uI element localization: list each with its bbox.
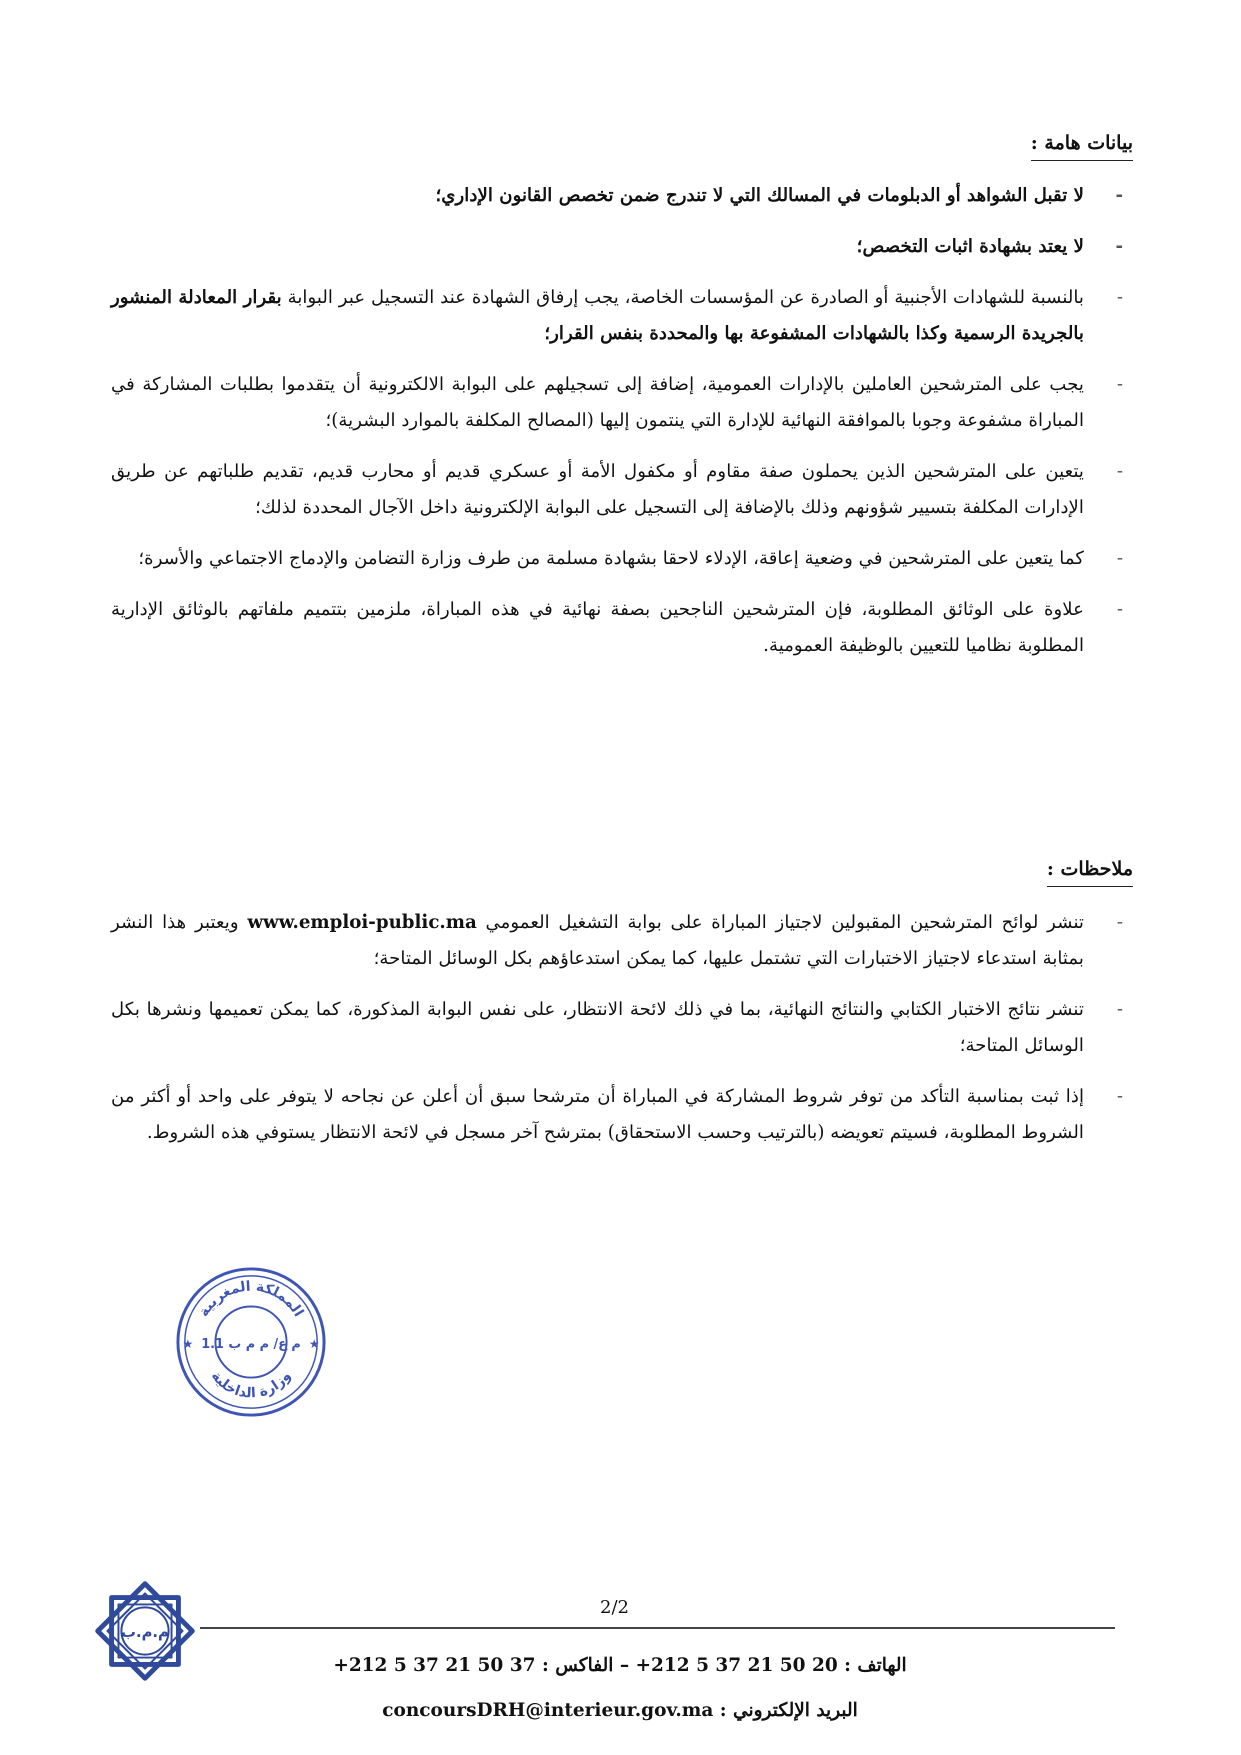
fax-label: الفاكس :: [535, 1655, 614, 1676]
stamp-star-left-icon: ★: [182, 1336, 194, 1351]
notes-heading: ملاحظات :: [1047, 858, 1133, 887]
emploi-public-url: www.emploi-public.ma: [247, 912, 477, 933]
footer-email: [290, 1700, 950, 1721]
stamp-top-text: المملكة المغربية: [195, 1278, 307, 1320]
note-item-2: - تنشر نتائج الاختبار الكتابي والنتائج النهائية، بما في ذلك لائحة الانتظار، على نفس البوابة المذكورة، كما يمكن تعميمها ونشرها بكل الوسائل المتاحة؛: [111, 992, 1129, 1064]
important-item-6: - كما يتعين على المترشحين في وضعية إعاقة، الإدلاء لاحقا بشهادة مسلمة من طرف وزارة التضامن والإدماج الاجتماعي والأسرة؛: [111, 541, 1129, 577]
fax-value: +212 5 37 21 50 37: [333, 1655, 536, 1676]
important-item-2: - لا يعتد بشهادة اثبات التخصص؛: [111, 229, 1129, 265]
page-number: 2/2: [600, 1597, 629, 1618]
stamp-star-right-icon: ★: [308, 1336, 320, 1351]
footer-separator: –: [613, 1655, 636, 1676]
note-item-1: [111, 905, 1129, 977]
stamp-bottom-text: وزارة الداخلية: [207, 1368, 295, 1402]
footer-phone-fax: [290, 1655, 950, 1676]
ministry-logo-icon: [86, 1572, 204, 1690]
important-data-heading: بيانات هامة :: [1031, 132, 1133, 161]
notes-list: [111, 905, 1129, 1166]
phone-label: الهاتف :: [837, 1655, 907, 1676]
important-item-3: [111, 280, 1129, 352]
phone-value: +212 5 37 21 50 20: [635, 1655, 838, 1676]
email-value: concoursDRH@interieur.gov.ma: [382, 1700, 714, 1721]
important-item-3-bold-text: بقرار المعادلة المنشور بالجريدة الرسمية وكذا بالشهادات المشفوعة بها والمحددة بنفس القرار؛: [111, 287, 1084, 344]
note-item-3: - إذا ثبت بمناسبة التأكد من توفر شروط المشاركة في المباراة أن مترشحا سبق أن أعلن عن نجاحه لا يتوفر على واحد أو أكثر من الشروط المطلوبة، فسيتم تعويضه (بالترتيب وحسب الاستحقاق) بمترشح آخر مسجل في لائحة الانتظار يستوفي هذه الشروط.: [111, 1079, 1129, 1151]
email-label: البريد الإلكتروني :: [713, 1700, 858, 1721]
logo-text: م.م.ب: [121, 1623, 169, 1641]
note-item-1-text-b: ويعتبر هذا النشر بمثابة استدعاء لاجتياز الاختبارات التي تشتمل عليها، كما يمكن استدعاؤهم بكل الوسائل المتاحة؛: [111, 912, 1084, 969]
important-data-list: [111, 178, 1129, 679]
important-item-4: - يجب على المترشحين العاملين بالإدارات العمومية، إضافة إلى تسجيلهم على البوابة الالكترونية أن يتقدموا بطلبات المشاركة في المباراة مشفوعة وجوبا بالموافقة النهائية للإدارة التي ينتمون إليها (المصالح المكلفة بالموارد البشرية)؛: [111, 367, 1129, 439]
stamp-center-text: م ع/ م م ب 1.1: [201, 1336, 301, 1352]
official-stamp: [172, 1263, 330, 1421]
important-item-1: - لا تقبل الشواهد أو الدبلومات في المسالك التي لا تندرج ضمن تخصص القانون الإداري؛: [111, 178, 1129, 214]
important-item-3-text: بالنسبة للشهادات الأجنبية أو الصادرة عن المؤسسات الخاصة، يجب إرفاق الشهادة عند التسجيل عبر البوابة: [281, 287, 1084, 308]
footer-divider: [200, 1627, 1115, 1629]
important-item-5: - يتعين على المترشحين الذين يحملون صفة مقاوم أو مكفول الأمة أو عسكري قديم أو محارب قديم، تقديم طلباتهم عن طريق الإدارات المكلفة بتسيير شؤونهم وذلك بالإضافة إلى التسجيل على البوابة الإلكترونية داخل الآجال المحددة لذلك؛: [111, 454, 1129, 526]
note-item-1-text-a: تنشر لوائح المترشحين المقبولين لاجتياز المباراة على بوابة التشغيل العمومي: [476, 912, 1084, 933]
important-item-7: - علاوة على الوثائق المطلوبة، فإن المترشحين الناجحين بصفة نهائية في هذه المباراة، ملزمين بتتميم ملفاتهم بالوثائق الإدارية المطلوبة نظاميا للتعيين بالوظيفة العمومية.: [111, 592, 1129, 664]
